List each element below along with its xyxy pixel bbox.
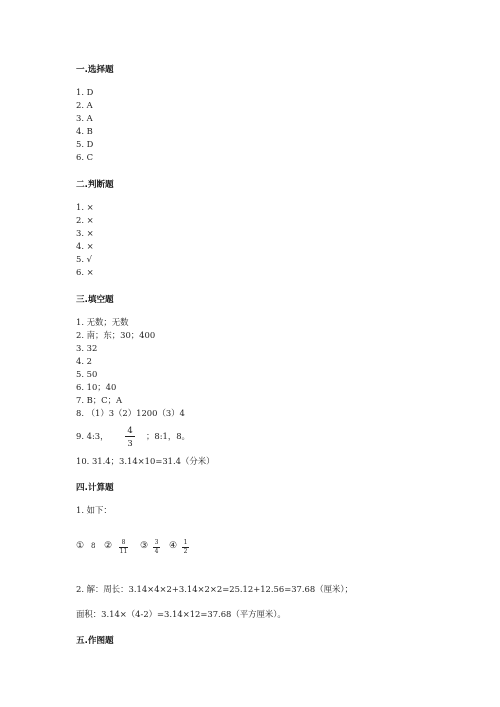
fraction-numerator: 1 <box>183 539 188 546</box>
answer-line-prefix: 9. 4:3， <box>76 431 109 441</box>
answer-line: 2. 南；东；30；400 <box>76 330 156 340</box>
answer-line: 6. C <box>76 152 94 162</box>
answer-line: 4. B <box>76 126 93 136</box>
section-title-calc: 四.计算题 <box>76 483 114 493</box>
answer-line: 10. 31.4；3.14×10=31.4（分米） <box>76 456 215 466</box>
answer-line: 5. √ <box>76 254 92 264</box>
circled-number-4: ④ <box>169 541 178 551</box>
answer-line: 4. × <box>76 241 94 251</box>
circled-number-1: ① <box>76 541 85 551</box>
section-title-drawing: 五.作图题 <box>76 636 114 646</box>
fraction-bar <box>125 436 135 437</box>
answer-line: 3. × <box>76 228 94 238</box>
answer-line: 4. 2 <box>76 356 92 366</box>
answer-line: 6. × <box>76 267 94 277</box>
answer-line: 7. B；C；A <box>76 395 123 405</box>
fraction-denominator: 11 <box>119 548 128 555</box>
section-title-judge: 二.判断题 <box>76 180 114 190</box>
answer-line: 2. 解：周长：3.14×4×2+3.14×2×2=25.12+12.56=37.68（厘米）； <box>76 584 353 594</box>
fraction <box>125 426 135 448</box>
answer-line: 2. A <box>76 100 93 110</box>
fraction-numerator: 8 <box>121 539 126 546</box>
answer-line: 1. D <box>76 87 94 97</box>
fraction-numerator: 3 <box>154 539 159 546</box>
fraction-denominator: 4 <box>154 548 159 555</box>
fraction <box>119 540 128 555</box>
answer-line: 6. 10；40 <box>76 382 117 392</box>
circled-number-2: ② <box>104 541 113 551</box>
answer-line-suffix: ；8:1，8。 <box>146 431 190 441</box>
answer-value: 8 <box>91 542 96 550</box>
answer-line: 2. × <box>76 215 94 225</box>
answer-line: 8. （1）3（2）1200（3）4 <box>76 408 185 418</box>
answer-line: 5. D <box>76 139 94 149</box>
fraction-denominator: 3 <box>127 438 133 449</box>
answer-line: 3. 32 <box>76 343 98 353</box>
fraction <box>153 540 160 555</box>
fraction <box>182 540 189 555</box>
circled-number-3: ③ <box>140 541 149 551</box>
section-title-choice: 一.选择题 <box>76 65 114 75</box>
section-title-fill: 三.填空题 <box>76 295 114 305</box>
answer-line: 5. 50 <box>76 369 98 379</box>
answer-line: 面积：3.14×（4-2）=3.14×12=37.68（平方厘米）。 <box>76 609 286 619</box>
answer-line: 1. 无数；无数 <box>76 317 129 327</box>
answer-line: 1. × <box>76 202 94 212</box>
answer-line: 3. A <box>76 113 93 123</box>
fraction-numerator: 4 <box>127 425 133 435</box>
answer-line: 1. 如下： <box>76 505 112 515</box>
fraction-denominator: 2 <box>183 548 188 555</box>
